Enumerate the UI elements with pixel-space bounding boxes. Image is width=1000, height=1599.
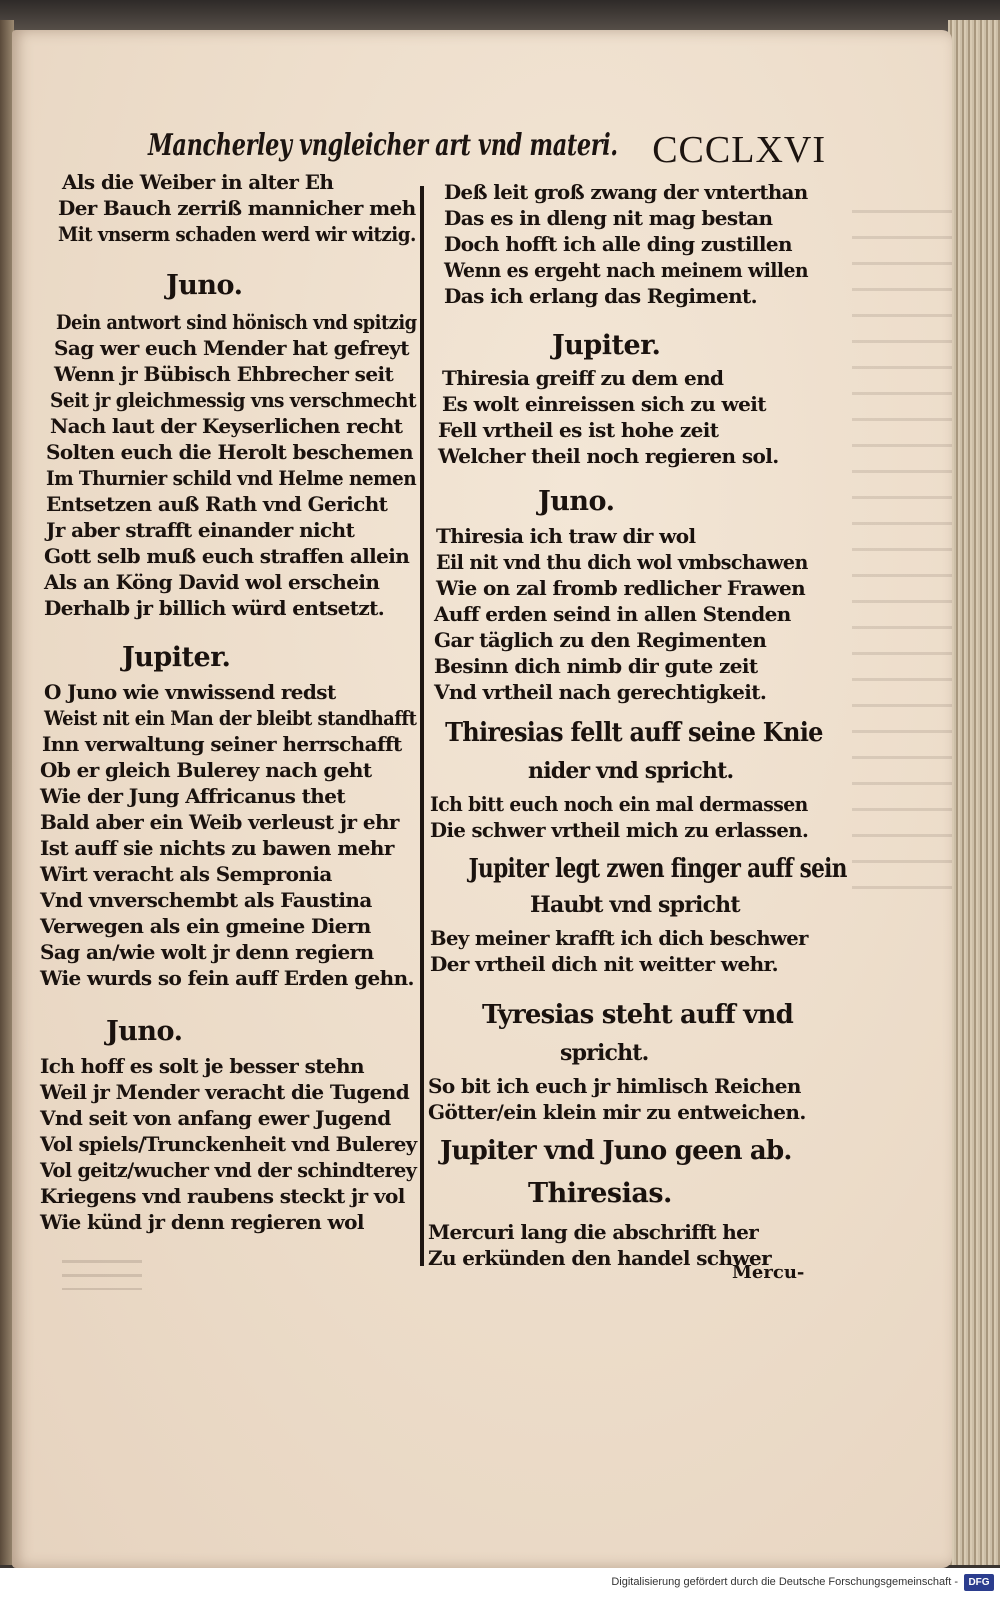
verse-line: Weist nit ein Man der bleibt standhafft	[44, 706, 417, 730]
verse-line: Im Thurnier schild vnd Helme nemen	[46, 466, 417, 490]
verse-line: Bey meiner krafft ich dich beschwer	[430, 926, 808, 950]
verse-line: Sag wer euch Mender hat gefreyt	[54, 336, 409, 360]
verse-line: Als an Köng David wol erschein	[44, 570, 380, 594]
verse-line: Verwegen als ein gmeine Diern	[40, 914, 371, 938]
verse-line: Welcher theil noch regieren sol.	[438, 444, 779, 468]
stage-direction: spricht.	[560, 1040, 649, 1066]
verse-line: Kriegens vnd raubens steckt jr vol	[40, 1184, 405, 1208]
verse-line: Ich bitt euch noch ein mal dermassen	[430, 792, 808, 816]
verse-line: Wie künd jr denn regieren wol	[40, 1210, 364, 1234]
stage-direction: Jupiter legt zwen finger auff sein	[468, 854, 847, 884]
speaker-heading: Thiresias.	[528, 1178, 672, 1209]
verse-line: Vol spiels/Trunckenheit vnd Bulerey	[40, 1132, 417, 1156]
verse-line: Vnd vnverschembt als Faustina	[40, 888, 372, 912]
verse-line: Wie on zal fromb redlicher Frawen	[436, 576, 806, 600]
verse-line: Ich hoff es solt je besser stehn	[40, 1054, 364, 1078]
verse-line: Sag an/wie wolt jr denn regiern	[40, 940, 374, 964]
verse-line: Weil jr Mender veracht die Tugend	[40, 1080, 410, 1104]
verse-line: Wenn jr Bübisch Ehbrecher seit	[54, 362, 394, 386]
verse-line: Thiresia ich traw dir wol	[436, 524, 696, 548]
show-through-text	[852, 210, 952, 910]
verse-line: Ist auff sie nichts zu bawen mehr	[40, 836, 394, 860]
catchword: Mercu-	[732, 1262, 805, 1283]
verse-line: Deß leit groß zwang der vnterthan	[444, 180, 808, 204]
verse-line: Gott selb muß euch straffen allein	[44, 544, 410, 568]
verse-line: Ob er gleich Bulerey nach geht	[40, 758, 372, 782]
verse-line: Dein antwort sind hönisch vnd spitzig	[56, 310, 417, 334]
verse-line: Doch hofft ich alle ding zustillen	[444, 232, 792, 256]
speaker-heading: Jupiter.	[552, 330, 661, 361]
verse-line: Der Bauch zerriß mannicher meh	[58, 196, 416, 220]
verse-line: Derhalb jr billich würd entsetzt.	[44, 596, 385, 620]
verse-line: Seit jr gleichmessig vns verschmecht	[50, 388, 416, 412]
stage-direction: Thiresias fellt auff seine Knie	[445, 718, 823, 748]
running-head	[148, 128, 826, 172]
verse-line: Zu erkünden den handel schwer	[428, 1246, 772, 1270]
funding-note: Digitalisierung gefördert durch die Deutsche Forschungsgemeinschaft -	[611, 1576, 958, 1588]
stage-direction: Tyresias steht auff vnd	[482, 1000, 794, 1030]
verse-line: So bit ich euch jr himlisch Reichen	[428, 1074, 801, 1098]
verse-line: Der vrtheil dich nit weitter wehr.	[430, 952, 778, 976]
verse-line: Eil nit vnd thu dich wol vmbschawen	[436, 550, 808, 574]
speaker-heading: Jupiter.	[122, 642, 231, 673]
verse-line: Als die Weiber in alter Eh	[62, 170, 334, 194]
speaker-heading: Juno.	[106, 1016, 183, 1047]
verse-line: Inn verwaltung seiner herrschafft	[42, 732, 402, 756]
stage-direction: Haubt vnd spricht	[530, 892, 740, 918]
verse-line: Wenn es ergeht nach meinem willen	[444, 258, 808, 282]
folio-number: CCCLXVI	[652, 129, 826, 171]
verse-line: Götter/ein klein mir zu entweichen.	[428, 1100, 806, 1124]
show-through-text	[62, 1260, 142, 1290]
verse-line: Vnd seit von anfang ewer Jugend	[40, 1106, 391, 1130]
verse-line: Die schwer vrtheil mich zu erlassen.	[430, 818, 809, 842]
running-title: Mancherley vngleicher art vnd materi.	[148, 128, 618, 163]
column-divider	[420, 186, 424, 1266]
verse-line: Vol geitz/wucher vnd der schindterey	[40, 1158, 417, 1182]
speaker-heading: Juno.	[166, 270, 243, 301]
speaker-heading: Juno.	[538, 486, 615, 517]
verse-line: Wie wurds so fein auff Erden gehn.	[40, 966, 414, 990]
stage-direction: Jupiter vnd Juno geen ab.	[440, 1136, 792, 1166]
verse-line: Solten euch die Herolt beschemen	[46, 440, 414, 464]
verse-line: Wie der Jung Affricanus thet	[40, 784, 345, 808]
verse-line: Wirt veracht als Sempronia	[40, 862, 332, 886]
verse-line: Bald aber ein Weib verleust jr ehr	[40, 810, 399, 834]
verse-line: Fell vrtheil es ist hohe zeit	[438, 418, 719, 442]
verse-line: Vnd vrtheil nach gerechtigkeit.	[434, 680, 767, 704]
verse-line: Auff erden seind in allen Stenden	[434, 602, 791, 626]
footer-bar	[0, 1568, 1000, 1599]
verse-line: Besinn dich nimb dir gute zeit	[434, 654, 758, 678]
verse-line: Jr aber strafft einander nicht	[46, 518, 355, 542]
verse-line: Das ich erlang das Regiment.	[444, 284, 758, 308]
verse-line: O Juno wie vnwissend redst	[44, 680, 336, 704]
book-top-edge	[0, 0, 1000, 34]
verse-line: Thiresia greiff zu dem end	[442, 366, 724, 390]
book-fore-edge	[948, 20, 1000, 1565]
verse-line: Es wolt einreissen sich zu weit	[442, 392, 766, 416]
stage-direction: nider vnd spricht.	[528, 758, 734, 784]
dfg-logo: DFG	[964, 1574, 994, 1591]
verse-line: Gar täglich zu den Regimenten	[434, 628, 767, 652]
verse-line: Entsetzen auß Rath vnd Gericht	[46, 492, 388, 516]
verse-line: Das es in dleng nit mag bestan	[444, 206, 773, 230]
verse-line: Mit vnserm schaden werd wir witzig.	[58, 222, 416, 246]
verse-line: Mercuri lang die abschrifft her	[428, 1220, 759, 1244]
verse-line: Nach laut der Keyserlichen recht	[50, 414, 403, 438]
